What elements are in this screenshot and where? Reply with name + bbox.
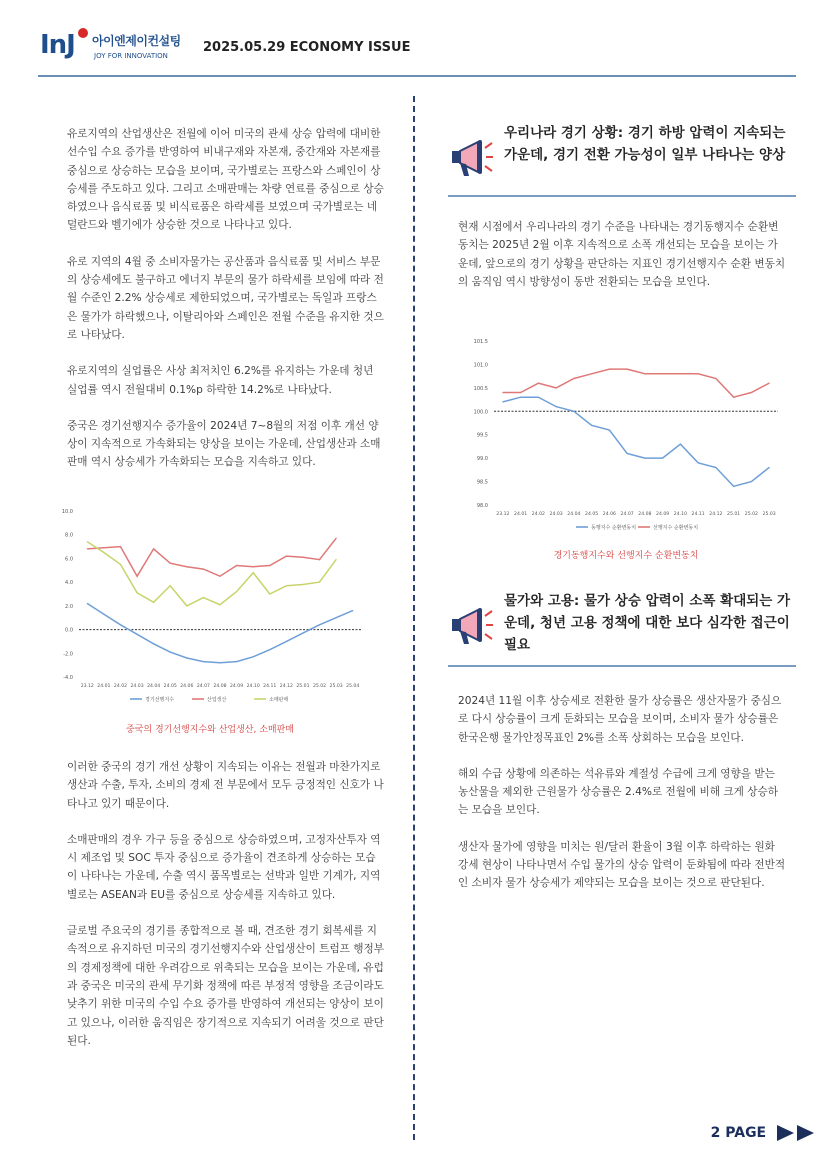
series-line (503, 369, 769, 397)
data-point (733, 486, 734, 487)
data-point (751, 392, 752, 393)
data-point (591, 373, 592, 374)
data-point (236, 591, 237, 592)
x-tick-label: 24.11 (691, 512, 705, 517)
paragraph: 2024년 11월 이후 상승세로 전환한 물가 상승률은 생산자물가 중심으로 다시 상승률이 크게 둔화되는 모습을 보이며, 소비자 물가 상승률은 한국은행 물가안정목표인 2%를 소폭 상회하는 모습을 보인다. (458, 695, 782, 744)
data-point (170, 585, 171, 586)
data-point (680, 443, 681, 444)
legend-label: 산업생산 (207, 697, 227, 703)
section1-divider (448, 195, 796, 197)
data-point (170, 563, 171, 564)
x-tick-label: 24.03 (130, 684, 144, 689)
y-tick-label: 100.5 (473, 385, 488, 392)
data-point (170, 652, 171, 653)
data-point (203, 597, 204, 598)
y-tick-label: 101.0 (473, 362, 488, 369)
data-point (769, 383, 770, 384)
paragraph: 중국은 경기선행지수 증가율이 2024년 7~8월의 저점 이후 개선 양상이 지속적으로 가속화되는 양상을 보이는 가운데, 산업생산과 소매판매 역시 상승세가 가속화되는 모습을 지속하고 있다. (67, 419, 381, 469)
paragraph: 유로 지역의 4월 중 소비자물가는 공산품과 음식료품 및 서비스 부문의 상승세에도 불구하고 에너지 부문의 물가 하락세를 보임에 따라 전월 수준인 2.2% 상승세로 제한되었으며, 국가별로는 독일과 프랑스은 물가가 하락했으나, 이탈리아와 스페인은 전월 수준을 유지한 것으로 나타났다. (67, 255, 384, 341)
data-point (751, 481, 752, 482)
page-header (38, 20, 798, 76)
data-point (87, 603, 88, 604)
x-tick-label: 24.04 (147, 684, 161, 689)
data-point (319, 559, 320, 560)
data-point (302, 584, 303, 585)
data-point (556, 406, 557, 407)
data-point (186, 657, 187, 658)
data-point (520, 397, 521, 398)
data-point (302, 557, 303, 558)
data-point (269, 565, 270, 566)
x-tick-label: 24.06 (602, 512, 616, 517)
legend-label: 경기선행지수 (145, 697, 174, 703)
data-point (573, 378, 574, 379)
data-point (769, 467, 770, 468)
x-tick-label: 24.12 (709, 512, 723, 517)
x-tick-label: 24.10 (673, 512, 687, 517)
data-point (538, 397, 539, 398)
paragraph: 현재 시점에서 우리나라의 경기 수준을 나타내는 경기동행지수 순환변동치는 2025년 2월 이후 지속적으로 소폭 개선되는 모습을 보이는 가운데, 앞으로의 경기 상황을 판단하는 지표인 경기선행지수 순환 변동치의 움직임 역시 방향성이 동반 전환되는 모습을 보인다. (458, 221, 786, 288)
data-point (203, 569, 204, 570)
data-point (186, 566, 187, 567)
korea-chart-svg (470, 333, 782, 533)
series-line (503, 397, 769, 486)
y-tick-label: 0.0 (65, 627, 73, 634)
x-tick-label: 23.12 (496, 512, 510, 517)
x-tick-label: 24.03 (549, 512, 563, 517)
data-point (253, 566, 254, 567)
x-tick-label: 24.12 (279, 684, 293, 689)
data-point (286, 585, 287, 586)
next-page-arrows-icon (777, 1124, 817, 1142)
data-point (336, 538, 337, 539)
x-tick-label: 24.08 (638, 512, 652, 517)
data-point (627, 369, 628, 370)
data-point (103, 552, 104, 553)
paragraph: 이러한 중국의 경기 개선 상황이 지속되는 이유는 전월과 마찬가지로 생산과 수출, 투자, 소비의 경제 전 부문에서 모두 긍정적인 신호가 나타나고 있기 때문이다. (67, 761, 384, 810)
korea-chart (470, 333, 782, 533)
x-tick-label: 24.01 (514, 512, 528, 517)
data-point (120, 546, 121, 547)
china-chart-caption: 중국의 경기선행지수와 산업생산, 소매판매 (126, 725, 294, 735)
y-tick-label: 99.0 (476, 456, 488, 463)
data-point (253, 572, 254, 573)
x-tick-label: 24.08 (213, 684, 227, 689)
megaphone-icon (448, 602, 494, 648)
data-point (153, 643, 154, 644)
data-point (186, 605, 187, 606)
china-chart-svg (55, 503, 365, 713)
left-text-top (67, 125, 385, 490)
legend-label: 선행지수 순환변동치 (653, 525, 699, 531)
data-point (502, 392, 503, 393)
data-point (698, 373, 699, 374)
y-tick-label: 98.5 (476, 479, 488, 486)
x-tick-label: 25.04 (346, 684, 360, 689)
data-point (591, 425, 592, 426)
page-number: 2 PAGE (710, 1125, 767, 1141)
data-point (502, 401, 503, 402)
data-point (662, 373, 663, 374)
data-point (319, 624, 320, 625)
y-tick-label: -4.0 (63, 675, 73, 681)
issue-title: 2025.05.29 ECONOMY ISSUE (203, 40, 411, 55)
data-point (609, 369, 610, 370)
data-point (573, 411, 574, 412)
data-point (87, 541, 88, 542)
y-tick-label: 10.0 (61, 509, 73, 515)
data-point (609, 429, 610, 430)
data-point (319, 582, 320, 583)
y-tick-label: 8.0 (65, 532, 73, 539)
korea-chart-caption: 경기동행지수와 선행지수 순환변동치 (553, 551, 699, 561)
data-point (352, 610, 353, 611)
section1-text (458, 218, 788, 309)
y-tick-label: -2.0 (63, 651, 73, 658)
x-tick-label: 24.07 (196, 684, 210, 689)
data-point (286, 641, 287, 642)
series-line (87, 604, 352, 663)
x-tick-label: 25.01 (296, 684, 310, 689)
paragraph: 유로지역의 실업률은 사상 최저치인 6.2%를 유지하는 가운데 청년 실업률 역시 전월대비 0.1%p 하락한 14.2%로 나타났다. (67, 365, 374, 396)
logo-tagline: JOY FOR INNOVATION (94, 52, 168, 60)
logo-dot-icon (76, 26, 90, 40)
x-tick-label: 24.07 (620, 512, 634, 517)
legend-label: 소매판매 (269, 697, 289, 703)
data-point (219, 662, 220, 663)
data-point (103, 614, 104, 615)
paragraph: 유로지역의 산업생산은 전월에 이어 미국의 관세 상승 압력에 대비한 선수입 수요 증가를 반영하여 비내구재와 자본재, 중간재와 자본재를 중심으로 상승하는 모습을 보이며, 국가별로는 프랑스와 스페인이 상승세를 주도하고 있다. 그리고 소매판매는 차량 연료를 중심으로 상승하였으나 음식료품 및 비식료품은 하락세를 보였으며 국가별로는 네덜란드와 벨기에가 상승한 것으로 나타나고 있다. (67, 128, 384, 232)
section2-title: 물가와 고용: 물가 상승 압력이 소폭 확대되는 가운데, 청년 고용 정책에 대한 보다 심각한 접근이 필요 (504, 593, 791, 653)
data-point (236, 661, 237, 662)
data-point (103, 547, 104, 548)
data-point (136, 576, 137, 577)
data-point (120, 624, 121, 625)
data-point (153, 602, 154, 603)
x-tick-label: 25.02 (744, 512, 758, 517)
data-point (715, 467, 716, 468)
x-tick-label: 24.01 (97, 684, 111, 689)
data-point (120, 564, 121, 565)
data-point (662, 458, 663, 459)
column-divider (413, 96, 415, 1140)
data-point (302, 633, 303, 634)
paragraph: 생산자 물가에 영향을 미치는 원/달러 환율이 3월 이후 하락하는 원화 강세 현상이 나타나면서 수입 물가의 상승 압력이 둔화됨에 따라 전반적인 소비자 물가 상승세가 제약되는 모습을 보이는 것으로 판단된다. (458, 840, 786, 890)
y-tick-label: 98.0 (476, 503, 488, 509)
x-tick-label: 24.02 (531, 512, 545, 517)
page-footer (711, 1124, 817, 1142)
data-point (136, 634, 137, 635)
x-tick-label: 24.09 (656, 512, 670, 517)
x-tick-label: 23.12 (80, 684, 94, 689)
paragraph: 글로벌 주요국의 경기를 종합적으로 볼 때, 견조한 경기 회복세를 지속적으로 유지하던 미국의 경기선행지수와 산업생산이 트럼프 행정부의 경제정책에 대한 우려감으로 위축되는 모습을 보이는 가운데, 유럽과 중국은 미국의 관세 무기화 정책에 따른 부정적 영향을 조금이라도 낮추기 위한 미국의 수입 수요 증가를 반영하여 개선되는 양상이 보이고 있으나, 이러한 움직임은 장기적으로 지속되기 어려울 것으로 판단된다. (67, 925, 384, 1047)
data-point (556, 387, 557, 388)
x-tick-label: 24.06 (180, 684, 194, 689)
data-point (236, 565, 237, 566)
y-tick-label: 101.5 (473, 339, 488, 345)
data-point (153, 548, 154, 549)
y-tick-label: 4.0 (65, 580, 73, 587)
x-tick-label: 24.09 (230, 684, 244, 689)
x-tick-label: 24.10 (246, 684, 260, 689)
data-point (538, 383, 539, 384)
data-point (698, 462, 699, 463)
data-point (136, 592, 137, 593)
data-point (286, 555, 287, 556)
header-divider (38, 75, 796, 77)
data-point (644, 373, 645, 374)
data-point (336, 617, 337, 618)
data-point (627, 453, 628, 454)
paragraph: 소매판매의 경우 가구 등을 중심으로 상승하였으며, 고정자산투자 역시 제조업 및 SOC 투자 중심으로 증가율이 견조하게 상승하는 모습이 나타나는 가운데, 수출 역시 품목별로는 선박과 일반 기계가, 지역 별로는 ASEAN과 EU를 중심으로 상승세를 지속하고 있다. (67, 833, 381, 901)
x-tick-label: 24.05 (585, 512, 599, 517)
china-chart (55, 503, 365, 713)
data-point (219, 604, 220, 605)
x-tick-label: 24.11 (263, 684, 277, 689)
y-tick-label: 99.5 (476, 432, 488, 439)
logo-mark: InJ (40, 30, 75, 60)
section2-header (448, 590, 796, 660)
legend-label: 동행지수 순환변동치 (591, 525, 637, 531)
x-tick-label: 25.03 (329, 684, 343, 689)
megaphone-icon (448, 134, 494, 180)
data-point (715, 378, 716, 379)
paragraph: 해외 수급 상황에 의존하는 석유류와 계절성 수급에 크게 영향을 받는 농산물을 제외한 근원물가 상승률은 2.4%로 전월에 비해 크게 상승하는 모습을 보인다. (458, 767, 778, 817)
data-point (644, 458, 645, 459)
data-point (219, 576, 220, 577)
x-tick-label: 25.03 (762, 512, 776, 517)
data-point (253, 656, 254, 657)
y-tick-label: 2.0 (65, 603, 73, 610)
left-text-bottom (67, 758, 385, 1068)
x-tick-label: 24.02 (113, 684, 128, 689)
logo-company-name: 아이엔제이컨설팅 (92, 34, 181, 48)
series-line (87, 542, 336, 606)
section2-text (458, 692, 788, 911)
section1-header (448, 122, 796, 192)
data-point (680, 373, 681, 374)
data-point (733, 397, 734, 398)
company-logo (38, 26, 198, 66)
section2-divider (448, 665, 796, 667)
section1-title: 우리나라 경기 상황: 경기 하방 압력이 지속되는 가운데, 경기 전환 가능성이 일부 나타나는 양상 (504, 125, 786, 163)
data-point (203, 661, 204, 662)
x-tick-label: 24.05 (163, 684, 177, 689)
data-point (269, 593, 270, 594)
x-tick-label: 24.04 (567, 512, 581, 517)
x-tick-label: 25.01 (727, 512, 741, 517)
data-point (336, 559, 337, 560)
data-point (269, 649, 270, 650)
data-point (520, 392, 521, 393)
y-tick-label: 6.0 (65, 556, 73, 563)
x-tick-label: 25.02 (312, 684, 327, 689)
y-tick-label: 100.0 (473, 409, 488, 416)
data-point (87, 548, 88, 549)
